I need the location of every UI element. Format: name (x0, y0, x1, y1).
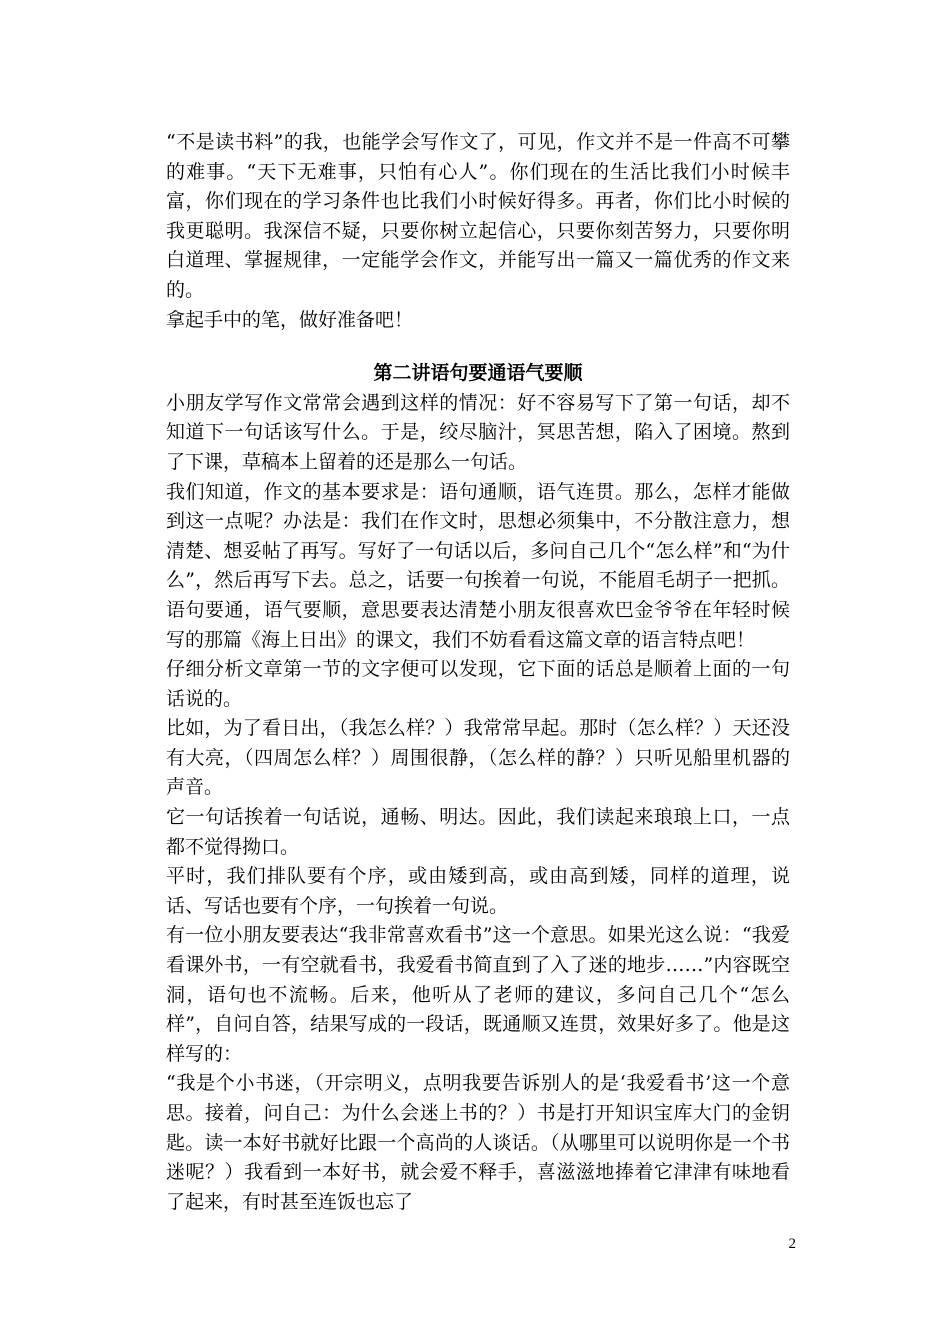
intro-paragraph-2: 拿起手中的笔，做好准备吧！ (166, 308, 414, 331)
section-paragraph-5: 它一句话挨着一句话说，通畅、明达。因此，我们读起来琅琅上口，一点都不觉得拗口。 (166, 806, 790, 858)
section-paragraph-7: 有一位小朋友要表达“我非常喜欢看书”这一个意思。如果光这么说：“我爱看课外书，一有空就看书，我爱看书简直到了入了迷的地步……”内容既空洞，语句也不流畅。后来，他听从了老师的建议，多问自己几个“怎么样”，自问自答，结果写成的一段话，既通顺又连贯，效果好多了。他是这样写的： (166, 924, 790, 1065)
page-number: 2 (788, 1236, 796, 1252)
section-title: 第二讲语句要通语气要顺 (373, 362, 583, 385)
section-paragraph-2: 我们知道，作文的基本要求是：语句通顺，语气连贯。那么，怎样才能做到这一点呢？办法是：我们在作文时，思想必须集中，不分散注意力，想清楚、想妥帖了再写。写好了一句话以后，多问自己几个“怎么样”和“为什么”，然后再写下去。总之，话要一句挨着一句说，不能眉毛胡子一把抓。语句要通，语气要顺，意思要表达清楚小朋友很喜欢巴金爷爷在年轻时候写的那篇《海上日出》的课文，我们不妨看看这篇文章的语言特点吧！ (166, 480, 790, 651)
section-paragraph-3: 仔细分析文章第一节的文字便可以发现，它下面的话总是顺着上面的一句话说的。 (166, 658, 790, 710)
section-paragraph-1: 小朋友学写作文常常会遇到这样的情况：好不容易写下了第一句话，却不知道下一句话该写什么。于是，绞尽脑汁，冥思苦想，陷入了困境。熬到了下课，草稿本上留着的还是那么一句话。 (166, 391, 790, 473)
intro-paragraph-1: “不是读书料”的我，也能学会写作文了，可见，作文并不是一件高不可攀的难事。“天下无难事，只怕有心人”。你们现在的生活比我们小时候丰富，你们现在的学习条件也比我们小时候好得多。再者，你们比小时候的我更聪明。我深信不疑，只要你树立起信心，只要你刻苦努力，只要你明白道理、掌握规律，一定能学会作文，并能写出一篇又一篇优秀的作文来的。 (166, 131, 790, 301)
section-paragraph-4: 比如，为了看日出，（我怎么样？）我常常早起。那时（怎么样？）天还没有大亮，（四周怎么样？）周围很静，（怎么样的静？）只听见船里机器的声音。 (166, 717, 790, 799)
page-body (166, 128, 790, 1217)
section-paragraph-8: “我是个小书迷，（开宗明义，点明我要告诉别人的是‘我爱看书’这一个意思。接着，问自己：为什么会迷上书的？）书是打开知识宝库大门的金钥匙。读一本好书就好比跟一个高尚的人谈话。（从哪里可以说明你是一个书迷呢？）我看到一本好书，就会爱不释手，喜滋滋地捧着它津津有味地看了起来，有时甚至连饭也忘了 (166, 1072, 790, 1213)
section-paragraph-6: 平时，我们排队要有个序，或由矮到高，或由高到矮，同样的道理，说话、写话也要有个序，一句挨着一句说。 (166, 865, 790, 917)
